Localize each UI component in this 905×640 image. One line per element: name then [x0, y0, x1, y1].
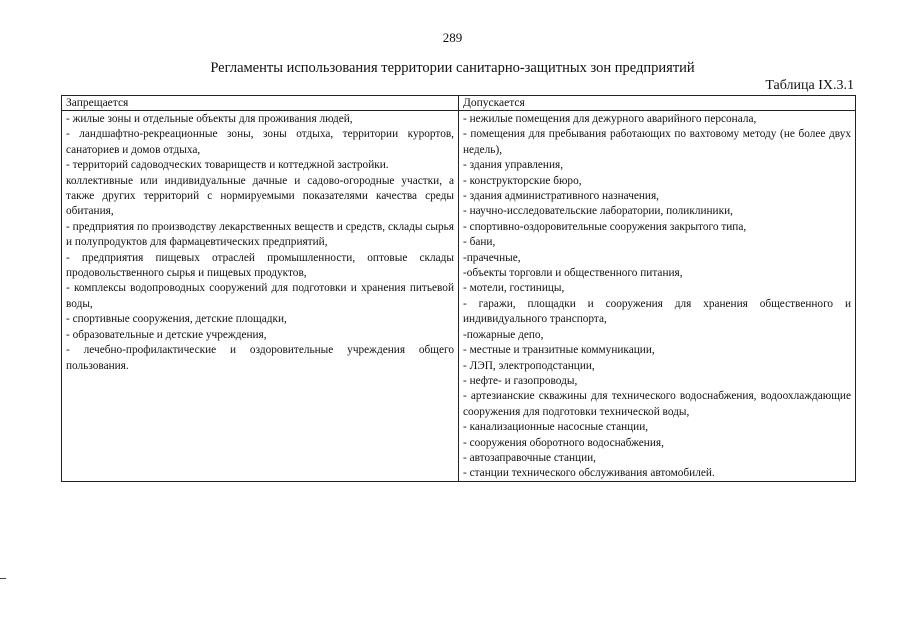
list-item: - канализационные насосные станции,	[463, 421, 649, 434]
table-label: Таблица IX.3.1	[765, 78, 854, 93]
list-item: - лечебно-профилактические и оздоровительные учреждения общего пользования.	[66, 344, 454, 372]
list-item: - гаражи, площадки и сооружения для хранения общественного и индивидуального транспорта,	[463, 297, 851, 326]
page-number: 289	[442, 30, 463, 45]
list-item: - ландшафтно-рекреационные зоны, зоны отдыха, территории курортов, санаториев и домов отдыха,	[66, 128, 454, 156]
list-item: - конструкторские бюро,	[463, 174, 582, 187]
list-item: - здания управления,	[463, 159, 564, 172]
prohibited-list	[62, 111, 458, 374]
list-item: - ЛЭП, электроподстанции,	[463, 359, 595, 372]
list-item: - образовательные и детские учреждения,	[66, 328, 267, 341]
page-title: Регламенты использования территории санитарно-защитных зон предприятий	[210, 60, 695, 76]
list-item: - автозаправочные станции,	[463, 451, 597, 464]
allowed-header: Допускается	[459, 96, 855, 111]
list-item: коллективные или индивидуальные дачные и садово-огородные участки, а также других территорий с нормируемыми показателями качества среды обитания,	[66, 174, 454, 218]
list-item: - предприятия пищевых отраслей промышленности, оптовые склады продовольственного сырья и пищевых продуктов,	[66, 251, 454, 280]
list-item: - мотели, гостиницы,	[463, 282, 565, 295]
prohibited-column	[62, 96, 459, 481]
list-item: - нежилые помещения для дежурного аварийного персонала,	[463, 113, 757, 125]
list-item: - бани,	[463, 236, 496, 249]
list-item: - помещения для пребывания работающих по вахтовому методу (не более двух недель),	[463, 128, 851, 156]
list-item: - станции технического обслуживания автомобилей.	[463, 467, 715, 480]
list-item: - нефте- и газопроводы,	[463, 374, 578, 387]
list-item: - территорий садоводческих товариществ и коттеджной застройки.	[66, 159, 389, 172]
list-item: - спортивные сооружения, детские площадки,	[66, 313, 287, 326]
list-item: - предприятия по производству лекарственных веществ и средств, склады сырья и полупродуктов для фармацевтических предприятий,	[66, 220, 454, 249]
allowed-list	[459, 111, 855, 482]
regulations-table	[61, 95, 856, 482]
list-item: - местные и транзитные коммуникации,	[463, 344, 655, 357]
prohibited-header: Запрещается	[62, 96, 458, 111]
margin-mark	[0, 578, 6, 579]
list-item: - комплексы водопроводных сооружений для подготовки и хранения питьевой воды,	[66, 282, 454, 310]
list-item: -прачечные,	[463, 251, 521, 264]
allowed-column	[459, 96, 855, 481]
list-item: - научно-исследовательские лаборатории, поликлиники,	[463, 205, 733, 218]
list-item: - здания административного назначения,	[463, 190, 659, 203]
list-item: - спортивно-оздоровительные сооружения закрытого типа,	[463, 220, 747, 233]
list-item: -объекты торговли и общественного питания,	[463, 267, 683, 280]
list-item: - жилые зоны и отдельные объекты для проживания людей,	[66, 113, 353, 125]
list-item: - артезианские скважины для технического водоснабжения, водоохлаждающие сооружения для подготовки технической воды,	[463, 390, 851, 418]
list-item: -пожарные депо,	[463, 328, 544, 341]
list-item: - сооружения оборотного водоснабжения,	[463, 436, 664, 449]
